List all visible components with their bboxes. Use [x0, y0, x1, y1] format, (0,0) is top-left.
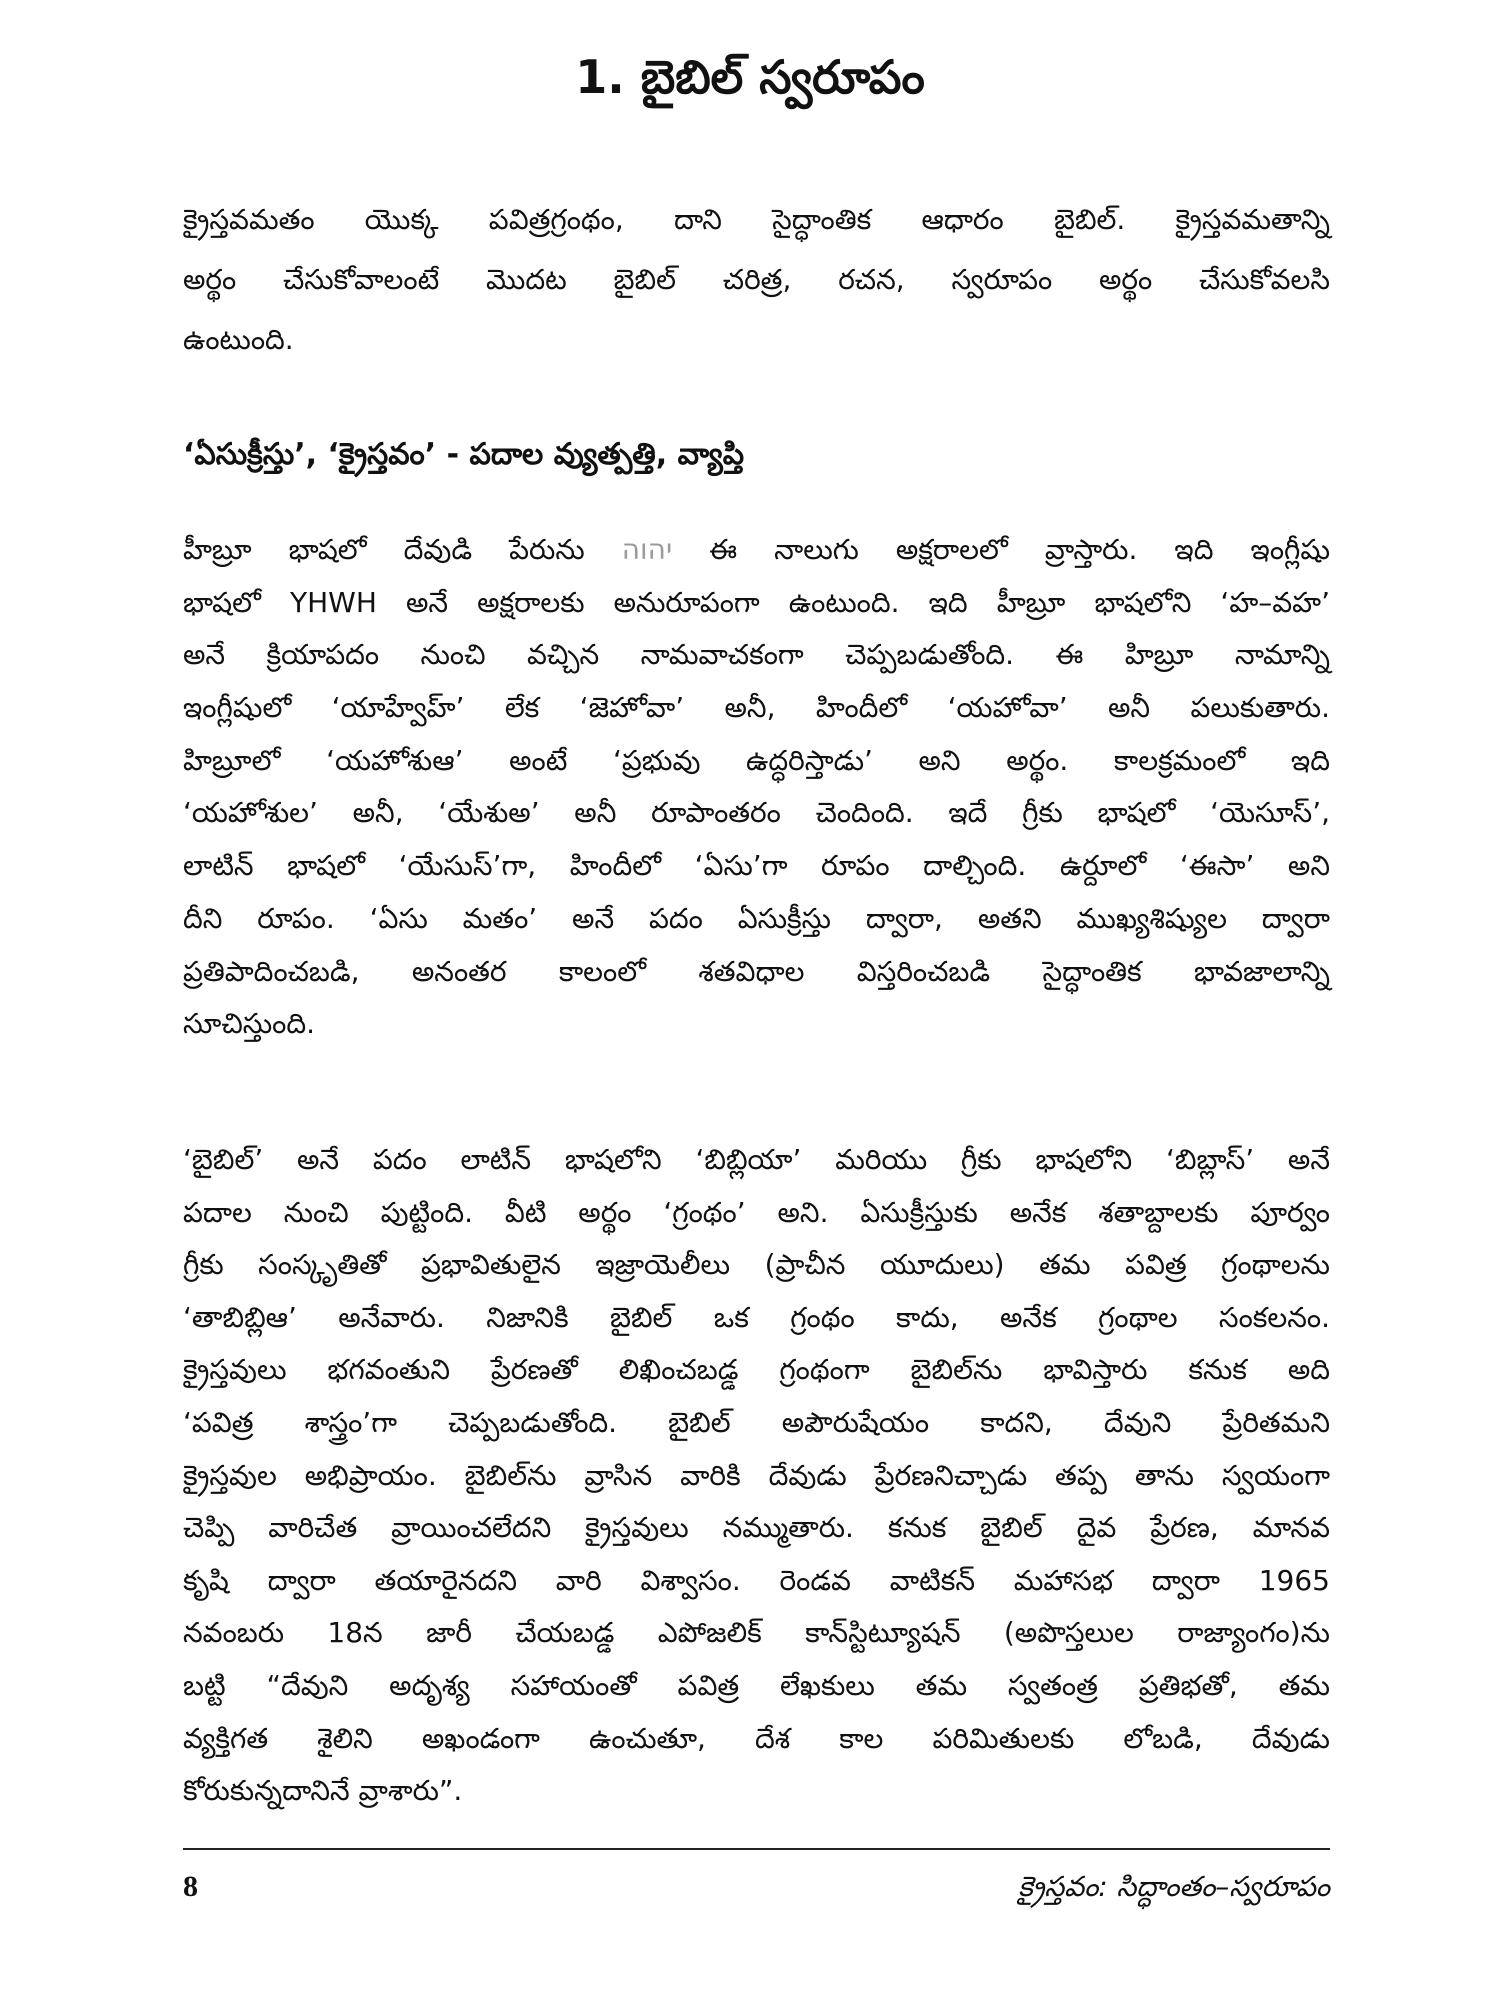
footer-divider [183, 1848, 1330, 1850]
text-line: గ్రీకు సంస్కృతితో ప్రభావితులైన ఇజ్రాయెలీలు (ప్రాచీన యూదులు) తమ పవిత్ర గ్రంథాలను [183, 1248, 1330, 1282]
text-segment: హీబ్రూ భాషలో దేవుడి పేరును [183, 533, 585, 566]
text-line: అనే క్రియాపదం నుంచి వచ్చిన నామవాచకంగా చెప్పబడుతోంది. ఈ హిబ్రూ నామాన్ని [183, 638, 1330, 672]
text-line: చెప్పి వారిచేత వ్రాయించలేదని క్రైస్తవులు నమ్ముతారు. కనుక బైబిల్ దైవ ప్రేరణ, మానవ [183, 1511, 1330, 1545]
text-line: ఇంగ్లీషులో ‘యాహ్వేహ్’ లేక ‘జెహోవా’ అనీ, హిందీలో ‘యహోవా’ అనీ పలుకుతారు. [183, 691, 1330, 725]
text-line: బట్టి “దేవుని అదృశ్య సహాయంతో పవిత్ర లేఖకులు తమ స్వతంత్ర ప్రతిభతో, తమ [183, 1668, 1330, 1702]
hebrew-name-text: יהוה [621, 533, 673, 566]
text-line: ‘యహోశుల’ అనీ, ‘యేశుఅ’ అనీ రూపాంతరం చెందింది. ఇదే గ్రీకు భాషలో ‘యెసూస్’, [183, 796, 1330, 830]
text-line: కోరుకున్నదానినే వ్రాశారు”. [183, 1774, 463, 1808]
etymology-paragraph [183, 524, 1330, 1051]
text-line: ‘పవిత్ర శాస్త్రం’గా చెప్పబడుతోంది. బైబిల్ అపౌరుషేయం కాదని, దేవుని ప్రేరితమని [183, 1405, 1330, 1439]
text-line: పదాల నుంచి పుట్టింది. వీటి అర్థం ‘గ్రంథం’ అని. ఏసుక్రీస్తుకు అనేక శతాబ్దాలకు పూర్వం [183, 1195, 1330, 1229]
text-line: క్రైస్తవుల అభిప్రాయం. బైబిల్‌ను వ్రాసిన వారికి దేవుడు ప్రేరణనిచ్చాడు తప్ప తాను స్వయంగా [183, 1458, 1330, 1492]
text-line: సూచిస్తుంది. [183, 1007, 316, 1041]
chapter-title: 1. బైబిల్ స్వరూపం [575, 50, 925, 104]
text-line: లాటిన్ భాషలో ‘యేసుస్’గా, హిందీలో ‘ఏసు’గా రూపం దాల్చింది. ఉర్దూలో ‘ఈసా’ అని [183, 849, 1330, 883]
page-number: 8 [183, 1870, 198, 1903]
text-line: దీని రూపం. ‘ఏసు మతం’ అనే పదం ఏసుక్రీస్తు ద్వారా, అతని ముఖ్యశిష్యుల ద్వారా [183, 901, 1330, 935]
intro-paragraph [183, 190, 1330, 370]
running-footer-title: క్రైస్తవం: సిద్ధాంతం–స్వరూపం [1018, 1870, 1330, 1903]
text-line: భాషలో YHWH అనే అక్షరాలకు అనురూపంగా ఉంటుంది. ఇది హీబ్రూ భాషలోని ‘హ–వహ’ [183, 585, 1330, 619]
text-line: వ్యక్తిగత శైలిని అఖండంగా ఉంచుతూ, దేశ కాల పరిమితులకు లోబడి, దేవుడు [183, 1721, 1330, 1755]
text-line [183, 524, 1330, 577]
text-line: ‘తాబిబ్లిఆ’ అనేవారు. నిజానికి బైబిల్ ఒక గ్రంథం కాదు, అనేక గ్రంథాల సంకలనం. [183, 1300, 1330, 1334]
text-line: ప్రతిపాదించబడి, అనంతర కాలంలో శతవిధాల విస్తరించబడి సైద్ధాంతిక భావజాలాన్ని [183, 954, 1330, 988]
text-line: నవంబరు 18న జారీ చేయబడ్డ ఎపోజలిక్ కాన్‌స్టిట్యూషన్ (అపొస్తలుల రాజ్యాంగం)ను [183, 1616, 1330, 1650]
section-heading: ‘ఏసుక్రీస్తు’, ‘క్రైస్తవం’ - పదాల వ్యుత్పత్తి, వ్యాప్తి [183, 437, 745, 472]
bible-word-paragraph [183, 1134, 1330, 1818]
text-line: ఉంటుంది. [183, 323, 294, 356]
text-line: కృషి ద్వారా తయారైనదని వారి విశ్వాసం. రెండవ వాటికన్ మహాసభ ద్వారా 1965 [183, 1563, 1330, 1597]
text-line: అర్థం చేసుకోవాలంటే మొదట బైబిల్ చరిత్ర, రచన, స్వరూపం అర్థం చేసుకోవలసి [183, 263, 1330, 296]
text-line: హిబ్రూలో ‘యహోశుఆ’ అంటే ‘ప్రభువు ఉద్ధరిస్తాడు’ అని అర్థం. కాలక్రమంలో ఇది [183, 743, 1330, 777]
text-line: క్రైస్తవులు భగవంతుని ప్రేరణతో లిఖించబడ్డ గ్రంథంగా బైబిల్‌ను భావిస్తారు కనుక అది [183, 1353, 1330, 1387]
text-line: ‘బైబిల్’ అనే పదం లాటిన్ భాషలోని ‘బిబ్లియా’ మరియు గ్రీకు భాషలోని ‘బిబ్లాస్’ అనే [183, 1143, 1330, 1176]
text-line: క్రైస్తవమతం యొక్క పవిత్రగ్రంథం, దాని సైద్ధాంతిక ఆధారం బైబిల్. క్రైస్తవమతాన్ని [183, 203, 1330, 236]
text-segment: ఈ నాలుగు అక్షరాలలో వ్రాస్తారు. ఇది ఇంగ్లీషు [709, 533, 1331, 566]
